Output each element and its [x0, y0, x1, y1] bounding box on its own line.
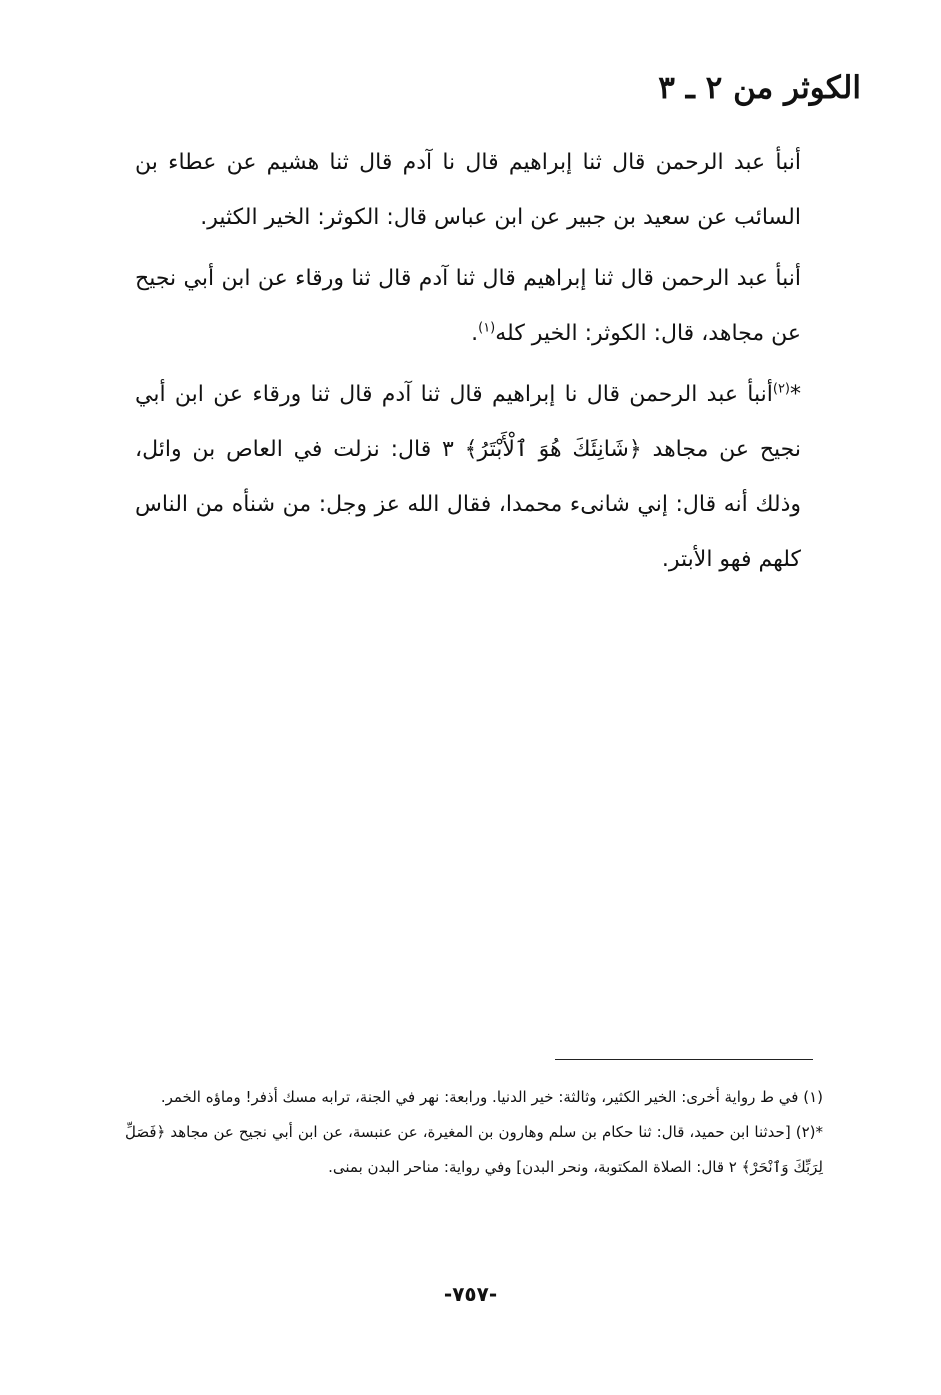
paragraph-2-text: أنبأ عبد الرحمن قال ثنا إبراهيم قال ثنا آدم قال ثنا ورقاء عن ابن أبي نجيح عن مجاهد، قال: الكوثر: الخير كله — [135, 266, 801, 346]
footnote-separator — [555, 1059, 813, 1060]
footnote-marker-1[interactable]: (١) — [478, 320, 496, 336]
page-number: -٧٥٧- — [443, 1282, 498, 1306]
paragraph-3 — [135, 367, 829, 587]
paragraph-2-period: . — [471, 321, 479, 346]
paragraph-3-text: نجيح عن مجاهد ﴿شَانِئَكَ هُوَ ٱلْأَبْتَرُ﴾ ٣ قال: نزلت في العاص بن وائل، وذلك أنه قال: إني شانىء محمدا، فقال الله عز وجل: من شنأه من الناس كلهم فهو الأبتر. — [135, 437, 801, 572]
paragraph-2 — [135, 251, 829, 361]
paragraph-3-start: أنبأ عبد الرحمن قال نا إبراهيم قال ثنا آدم قال ثنا ورقاء عن ابن أبي — [135, 382, 773, 407]
footnote-1: (١) في ط رواية أخرى: الخير الكثير، وثالثة: خير الدنيا. ورابعة: نهر في الجنة، ترابه مسك أذفر! وماؤه الخمر. — [160, 1088, 823, 1106]
section-heading: الكوثر من ٢ ـ ٣ — [658, 70, 861, 106]
footnote-marker-2[interactable]: (٢) — [772, 381, 790, 397]
main-text — [135, 135, 829, 593]
paragraph-3-star: * — [790, 382, 801, 407]
paragraph-1: أنبأ عبد الرحمن قال ثنا إبراهيم قال نا آدم قال ثنا هشيم عن عطاء بن السائب عن سعيد بن جبير عن ابن عباس قال: الكوثر: الخير الكثير. — [135, 150, 801, 230]
footnotes — [125, 1080, 823, 1185]
footnote-2: *(٢) [حدثنا ابن حميد، قال: ثنا حكام بن سلم وهارون بن المغيرة، عن عنبسة، عن ابن أبي نجيح عن مجاهد ﴿فَصَلِّ لِرَبِّكَ وَٱنْحَرْ﴾ ٢ قال: الصلاة المكتوبة، ونحر البدن] وفي رواية: مناحر البدن بمنى. — [125, 1123, 823, 1176]
